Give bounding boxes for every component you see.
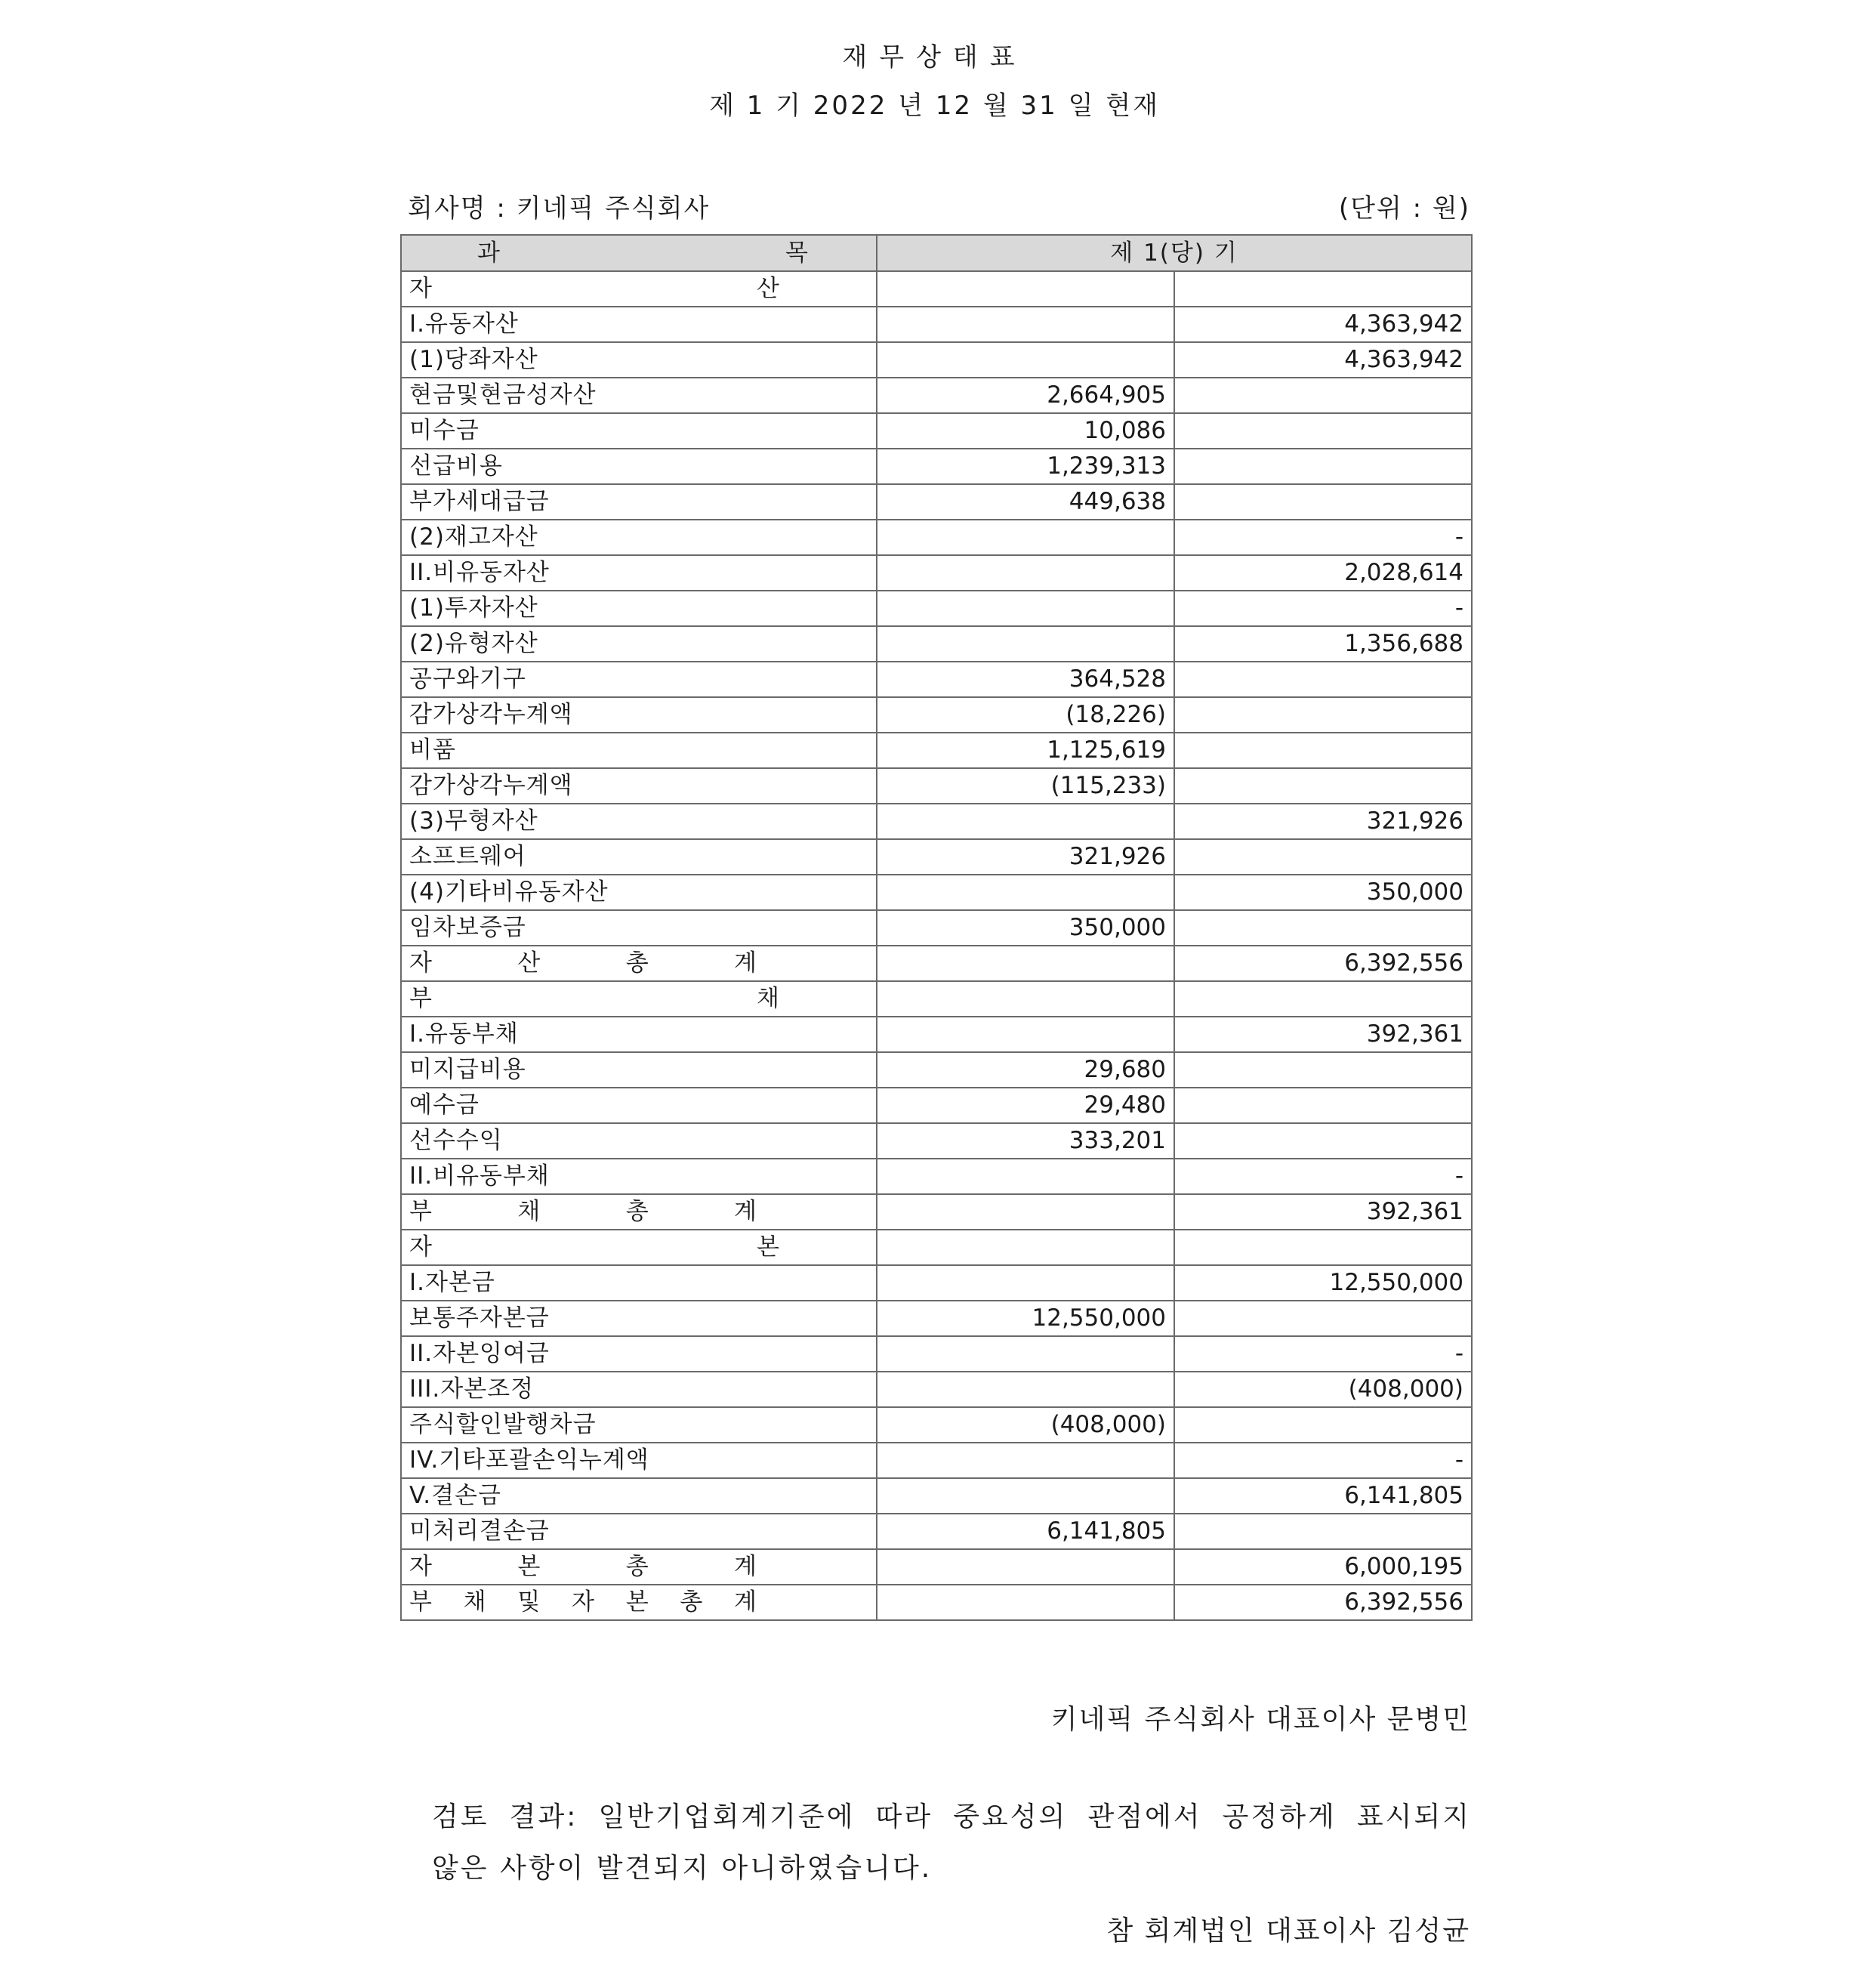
- detail-amount: 449,638: [877, 484, 1174, 520]
- review-line-2: 않은 사항이 발견되지 아니하였습니다.: [432, 1853, 933, 1884]
- detail-amount: [877, 981, 1174, 1017]
- total-amount: -: [1174, 1443, 1472, 1478]
- label-char: 부: [409, 1198, 432, 1225]
- table-row: [401, 484, 1472, 520]
- total-amount: 392,361: [1174, 1194, 1472, 1230]
- detail-amount: [877, 1017, 1174, 1052]
- label-char: 채: [757, 985, 779, 1012]
- table-row: [401, 1052, 1472, 1088]
- spread-label: [409, 1230, 779, 1264]
- review-word: 공정하게: [1222, 1801, 1337, 1832]
- label-char: 채: [463, 1588, 486, 1616]
- total-amount: [1174, 662, 1472, 697]
- label-char: 부: [409, 1588, 432, 1616]
- total-amount: -: [1174, 1159, 1472, 1194]
- label-char: 자: [409, 949, 432, 977]
- row-label: [401, 981, 877, 1017]
- table-row: [401, 520, 1472, 555]
- detail-amount: 333,201: [877, 1123, 1174, 1159]
- review-word: 표시되지: [1356, 1801, 1471, 1832]
- total-amount: -: [1174, 591, 1472, 626]
- row-label: II.비유동부채: [401, 1159, 877, 1194]
- total-amount: 2,028,614: [1174, 555, 1472, 591]
- detail-amount: [877, 1478, 1174, 1514]
- total-amount: [1174, 981, 1472, 1017]
- row-label: 감가상각누계액: [401, 768, 877, 804]
- row-label: I.유동자산: [401, 307, 877, 342]
- row-label: 선급비용: [401, 449, 877, 484]
- total-amount: [1174, 1514, 1472, 1549]
- total-amount: 392,361: [1174, 1017, 1472, 1052]
- detail-amount: 29,680: [877, 1052, 1174, 1088]
- review-word: 따라: [875, 1801, 933, 1832]
- row-label: 임차보증금: [401, 910, 877, 946]
- detail-amount: [877, 271, 1174, 307]
- table-row: [401, 839, 1472, 875]
- spread-label: [409, 1195, 757, 1229]
- label-char: 총: [625, 1198, 649, 1225]
- table-row: [401, 1123, 1472, 1159]
- auditor-signature: 참 회계법인 대표이사 김성균: [1106, 1915, 1470, 1946]
- total-amount: [1174, 1230, 1472, 1265]
- row-label: [401, 1194, 877, 1230]
- row-label: II.자본잉여금: [401, 1336, 877, 1372]
- row-label: [401, 1549, 877, 1585]
- row-label: (2)재고자산: [401, 520, 877, 555]
- detail-amount: [877, 1372, 1174, 1407]
- row-label: [401, 1585, 877, 1620]
- document-title: 재무상태표: [842, 42, 1027, 73]
- spread-label: [409, 1585, 757, 1619]
- row-label: (3)무형자산: [401, 804, 877, 839]
- row-label: [401, 1230, 877, 1265]
- table-row: [401, 946, 1472, 981]
- table-row: [401, 271, 1472, 307]
- detail-amount: [877, 555, 1174, 591]
- spread-label: [409, 982, 779, 1016]
- table-header-row: [401, 235, 1472, 271]
- detail-amount: [877, 1265, 1174, 1301]
- detail-amount: 1,239,313: [877, 449, 1174, 484]
- detail-amount: [877, 1443, 1174, 1478]
- row-label: I.유동부채: [401, 1017, 877, 1052]
- header-period: 제 1(당) 기: [877, 235, 1472, 271]
- header-item-char: 목: [785, 239, 808, 267]
- table-row: [401, 413, 1472, 449]
- table-row: [401, 1478, 1472, 1514]
- total-amount: [1174, 449, 1472, 484]
- table-row: [401, 1159, 1472, 1194]
- total-amount: [1174, 413, 1472, 449]
- table-row: [401, 1301, 1472, 1336]
- table-row: [401, 626, 1472, 662]
- detail-amount: [877, 1549, 1174, 1585]
- total-amount: [1174, 1301, 1472, 1336]
- table-row: [401, 662, 1472, 697]
- table-row: [401, 1443, 1472, 1478]
- detail-amount: [877, 342, 1174, 378]
- company-name: 회사명 : 키네픽 주식회사: [408, 193, 711, 224]
- total-amount: 1,356,688: [1174, 626, 1472, 662]
- table-row: [401, 307, 1472, 342]
- detail-amount: [877, 946, 1174, 981]
- detail-amount: (115,233): [877, 768, 1174, 804]
- row-label: [401, 271, 877, 307]
- total-amount: 12,550,000: [1174, 1265, 1472, 1301]
- detail-amount: [877, 1585, 1174, 1620]
- total-amount: [1174, 1407, 1472, 1443]
- total-amount: [1174, 484, 1472, 520]
- table-row: [401, 378, 1472, 413]
- total-amount: 4,363,942: [1174, 307, 1472, 342]
- total-amount: [1174, 768, 1472, 804]
- table-row: [401, 768, 1472, 804]
- detail-amount: 6,141,805: [877, 1514, 1174, 1549]
- row-label: 비품: [401, 733, 877, 768]
- label-char: 총: [625, 1553, 649, 1580]
- total-amount: 4,363,942: [1174, 342, 1472, 378]
- unit-label: (단위 : 원): [1338, 193, 1470, 224]
- detail-amount: 29,480: [877, 1088, 1174, 1123]
- total-amount: 6,392,556: [1174, 1585, 1472, 1620]
- label-char: 계: [734, 1588, 757, 1616]
- review-word: 검토: [432, 1801, 489, 1832]
- period-subtitle: 제 1 기 2022 년 12 월 31 일 현재: [709, 91, 1160, 121]
- table-row: [401, 342, 1472, 378]
- label-char: 산: [757, 275, 779, 302]
- row-label: (2)유형자산: [401, 626, 877, 662]
- detail-amount: [877, 626, 1174, 662]
- table-row: [401, 1088, 1472, 1123]
- label-char: 본: [517, 1553, 541, 1580]
- detail-amount: [877, 1194, 1174, 1230]
- detail-amount: [877, 307, 1174, 342]
- review-line-1: [432, 1792, 1471, 1843]
- spread-label: [409, 1550, 757, 1584]
- row-label: III.자본조정: [401, 1372, 877, 1407]
- label-char: 채: [517, 1198, 541, 1225]
- detail-amount: 321,926: [877, 839, 1174, 875]
- detail-amount: [877, 1336, 1174, 1372]
- row-label: 미수금: [401, 413, 877, 449]
- total-amount: -: [1174, 1336, 1472, 1372]
- label-char: 계: [734, 1553, 757, 1580]
- detail-amount: [877, 591, 1174, 626]
- row-label: 선수수익: [401, 1123, 877, 1159]
- detail-amount: 364,528: [877, 662, 1174, 697]
- row-label: 미처리결손금: [401, 1514, 877, 1549]
- total-amount: (408,000): [1174, 1372, 1472, 1407]
- row-label: IV.기타포괄손익누계액: [401, 1443, 877, 1478]
- row-label: I.자본금: [401, 1265, 877, 1301]
- balance-sheet-table: [400, 234, 1473, 1621]
- total-amount: 6,000,195: [1174, 1549, 1472, 1585]
- row-label: II.비유동자산: [401, 555, 877, 591]
- total-amount: 321,926: [1174, 804, 1472, 839]
- label-char: 계: [734, 949, 757, 977]
- table-row: [401, 1585, 1472, 1620]
- label-char: 자: [409, 275, 432, 302]
- total-amount: [1174, 839, 1472, 875]
- table-row: [401, 1549, 1472, 1585]
- detail-amount: 350,000: [877, 910, 1174, 946]
- row-label: (1)당좌자산: [401, 342, 877, 378]
- review-word: 일반기업회계기준에: [598, 1801, 856, 1832]
- table-row: [401, 910, 1472, 946]
- row-label: 예수금: [401, 1088, 877, 1123]
- table-row: [401, 981, 1472, 1017]
- row-label: V.결손금: [401, 1478, 877, 1514]
- label-char: 총: [680, 1588, 703, 1616]
- detail-amount: 2,664,905: [877, 378, 1174, 413]
- detail-amount: (408,000): [877, 1407, 1174, 1443]
- label-char: 본: [757, 1233, 779, 1261]
- table-row: [401, 1017, 1472, 1052]
- total-amount: [1174, 1088, 1472, 1123]
- label-char: 총: [625, 949, 649, 977]
- review-word: 결과:: [509, 1801, 578, 1832]
- header-item-char: 과: [477, 239, 500, 267]
- detail-amount: [877, 875, 1174, 910]
- detail-amount: 10,086: [877, 413, 1174, 449]
- detail-amount: 1,125,619: [877, 733, 1174, 768]
- row-label: 주식할인발행차금: [401, 1407, 877, 1443]
- table-row: [401, 1407, 1472, 1443]
- total-amount: 6,392,556: [1174, 946, 1472, 981]
- label-char: 자: [409, 1233, 432, 1261]
- total-amount: [1174, 910, 1472, 946]
- table-row: [401, 733, 1472, 768]
- review-word: 관점에서: [1087, 1801, 1202, 1832]
- table-row: [401, 591, 1472, 626]
- row-label: 미지급비용: [401, 1052, 877, 1088]
- spread-label: [409, 272, 779, 306]
- detail-amount: [877, 1159, 1174, 1194]
- total-amount: [1174, 1052, 1472, 1088]
- review-word: 중요성의: [953, 1801, 1068, 1832]
- label-char: 자: [572, 1588, 594, 1616]
- row-label: 소프트웨어: [401, 839, 877, 875]
- detail-amount: (18,226): [877, 697, 1174, 733]
- label-char: 자: [409, 1553, 432, 1580]
- detail-amount: [877, 1230, 1174, 1265]
- table-row: [401, 875, 1472, 910]
- review-statement: [432, 1792, 1471, 1894]
- spread-label: [409, 946, 757, 980]
- detail-amount: [877, 804, 1174, 839]
- total-amount: -: [1174, 520, 1472, 555]
- label-char: 산: [517, 949, 541, 977]
- label-char: 계: [734, 1198, 757, 1225]
- row-label: (4)기타비유동자산: [401, 875, 877, 910]
- table-row: [401, 1514, 1472, 1549]
- label-char: 및: [517, 1588, 541, 1616]
- row-label: 부가세대급금: [401, 484, 877, 520]
- row-label: 현금및현금성자산: [401, 378, 877, 413]
- table-row: [401, 1265, 1472, 1301]
- total-amount: [1174, 1123, 1472, 1159]
- table-row: [401, 1194, 1472, 1230]
- table-row: [401, 449, 1472, 484]
- label-char: 부: [409, 985, 432, 1012]
- detail-amount: [877, 520, 1174, 555]
- detail-amount: 12,550,000: [877, 1301, 1174, 1336]
- total-amount: [1174, 733, 1472, 768]
- table-row: [401, 804, 1472, 839]
- header-item: [401, 235, 877, 271]
- total-amount: [1174, 271, 1472, 307]
- row-label: [401, 946, 877, 981]
- row-label: 공구와기구: [401, 662, 877, 697]
- row-label: 감가상각누계액: [401, 697, 877, 733]
- table-row: [401, 1372, 1472, 1407]
- row-label: 보통주자본금: [401, 1301, 877, 1336]
- label-char: 본: [625, 1588, 649, 1616]
- ceo-signature: 키네픽 주식회사 대표이사 문병민: [1050, 1704, 1470, 1735]
- table-row: [401, 1336, 1472, 1372]
- table-row: [401, 1230, 1472, 1265]
- total-amount: [1174, 378, 1472, 413]
- table-row: [401, 697, 1472, 733]
- total-amount: 350,000: [1174, 875, 1472, 910]
- row-label: (1)투자자산: [401, 591, 877, 626]
- total-amount: 6,141,805: [1174, 1478, 1472, 1514]
- table-row: [401, 555, 1472, 591]
- total-amount: [1174, 697, 1472, 733]
